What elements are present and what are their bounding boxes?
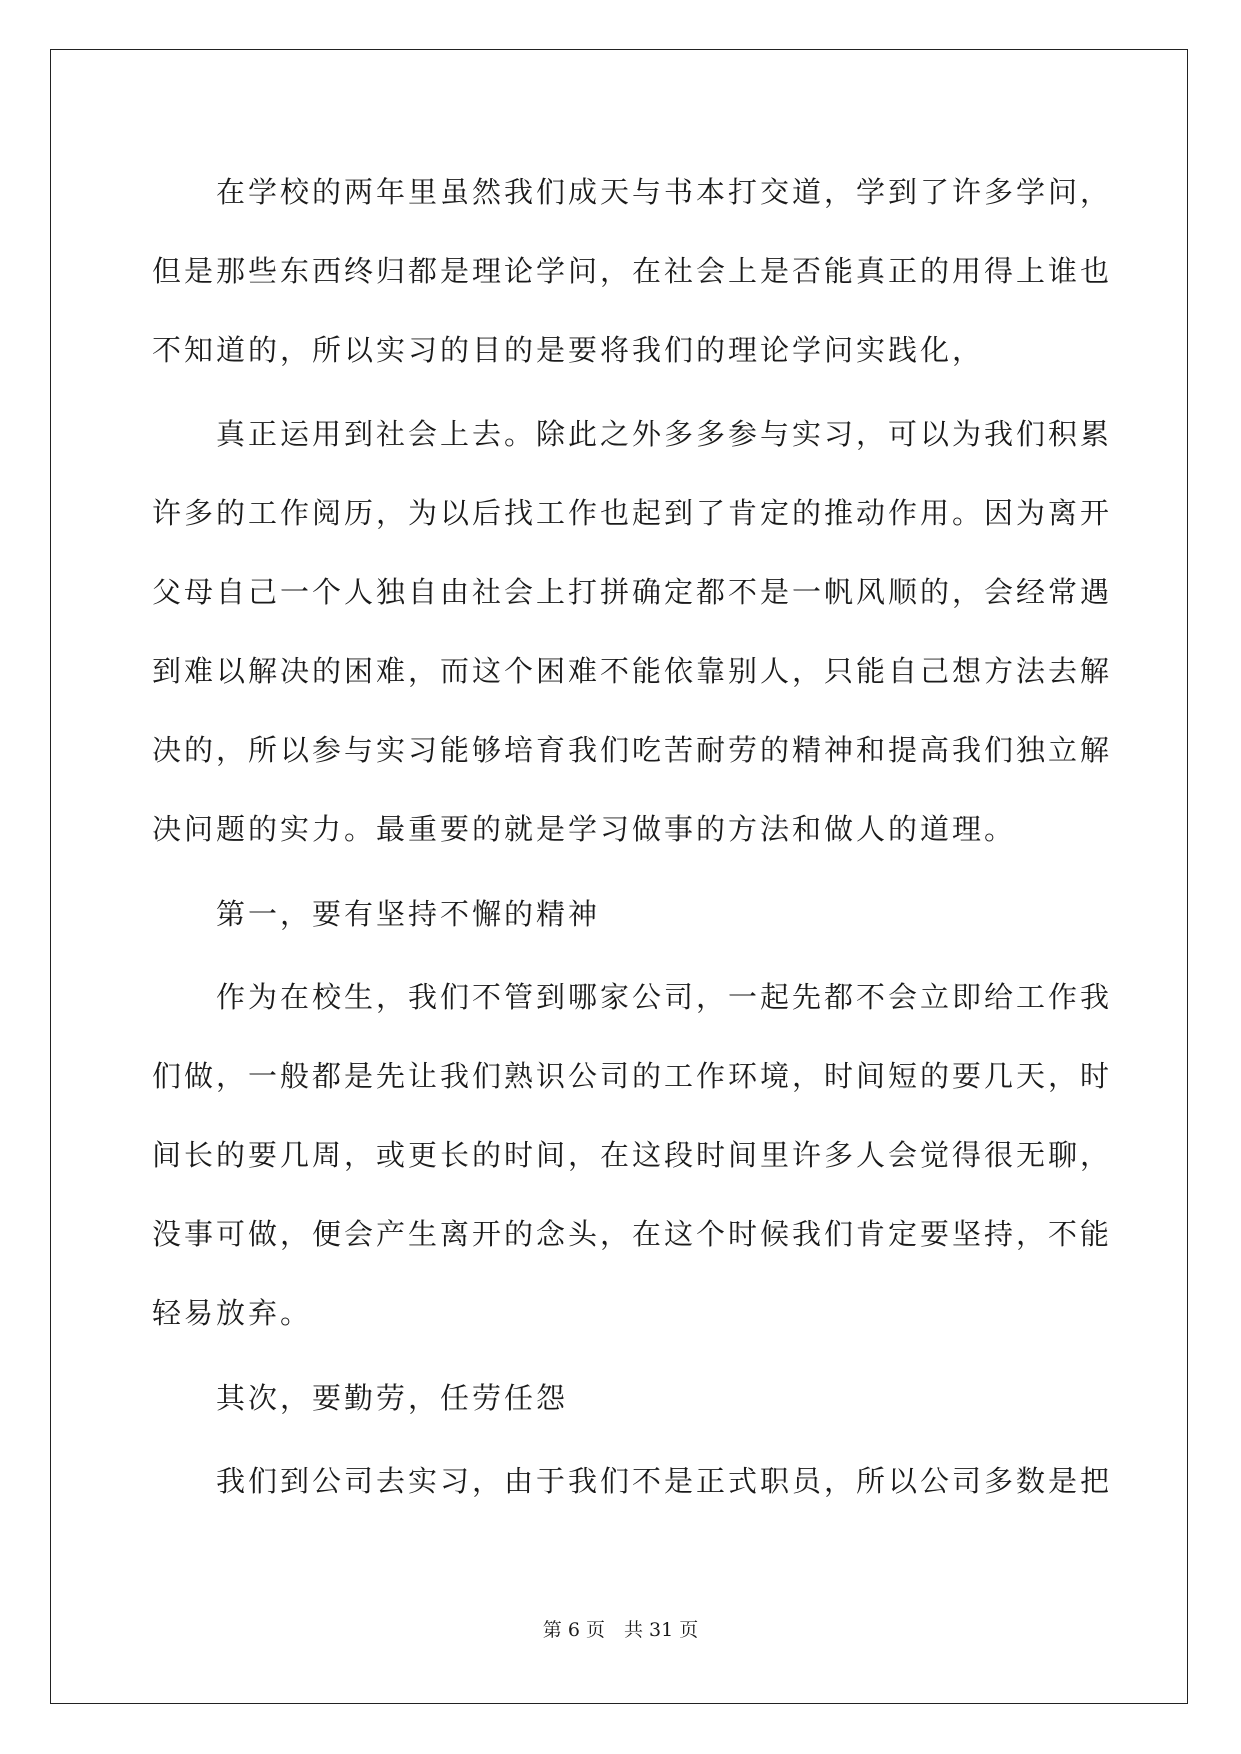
- text-line: 没事可做，便会产生离开的念头，在这个时候我们肯定要坚持，不能: [152, 1217, 1113, 1251]
- text-line: 不知道的，所以实习的目的是要将我们的理论学问实践化，: [152, 333, 985, 367]
- text-line: 们做，一般都是先让我们熟识公司的工作环境，时间短的要几天，时: [152, 1059, 1113, 1093]
- text-line: 作为在校生，我们不管到哪家公司，一起先都不会立即给工作我: [152, 980, 1113, 1014]
- text-line: 决的，所以参与实习能够培育我们吃苦耐劳的精神和提高我们独立解: [152, 733, 1113, 767]
- text-line: 父母自己一个人独自由社会上打拼确定都不是一帆风顺的，会经常遇: [152, 575, 1113, 609]
- text-line: 但是那些东西终归都是理论学问，在社会上是否能真正的用得上谁也: [152, 254, 1113, 288]
- text-line: 我们到公司去实习，由于我们不是正式职员，所以公司多数是把: [152, 1464, 1113, 1498]
- text-line: 轻易放弃。: [152, 1296, 313, 1330]
- text-line: 许多的工作阅历，为以后找工作也起到了肯定的推动作用。因为离开: [152, 496, 1113, 530]
- text-line: 真正运用到社会上去。除此之外多多参与实习，可以为我们积累: [152, 417, 1113, 451]
- page-border: [50, 49, 1188, 1704]
- section-heading: 第一，要有坚持不懈的精神: [152, 897, 601, 931]
- text-line: 决问题的实力。最重要的就是学习做事的方法和做人的道理。: [152, 812, 1017, 846]
- section-heading: 其次，要勤劳，任劳任怨: [152, 1381, 569, 1415]
- page-number: 第 6 页 共 31 页: [542, 1619, 699, 1641]
- text-line: 间长的要几周，或更长的时间，在这段时间里许多人会觉得很无聊，: [152, 1138, 1113, 1172]
- text-line: 在学校的两年里虽然我们成天与书本打交道，学到了许多学问，: [152, 175, 1113, 209]
- text-line: 到难以解决的困难，而这个困难不能依靠别人，只能自己想方法去解: [152, 654, 1113, 688]
